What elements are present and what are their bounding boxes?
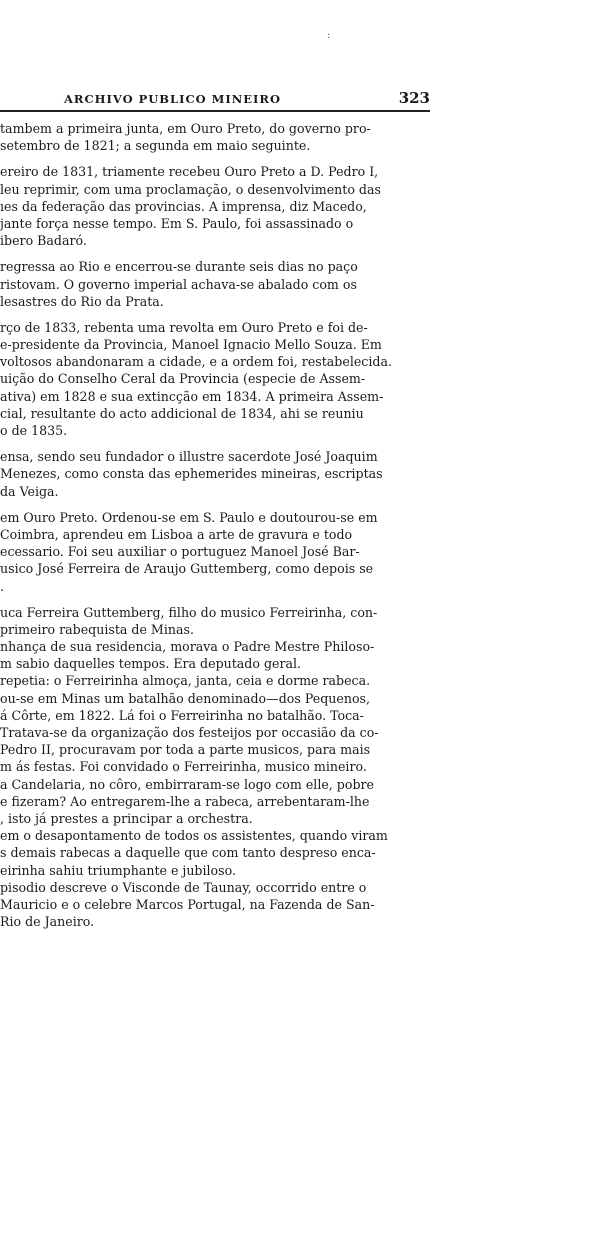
text-line: primeiro rabequista de Minas. [0, 621, 194, 637]
text-line: ibero Badaró. [0, 233, 87, 249]
text-line: repetia: o Ferreirinha almoça, janta, ceia e dorme rabeca. [0, 673, 371, 689]
text-line: s demais rabecas a daquelle que com tanto despreso enca- [0, 845, 376, 861]
paragraph [0, 319, 440, 439]
text-line: uição do Conselho Ceral da Provincia (especie de Assem- [0, 371, 366, 387]
text-line: , isto já prestes a principar a orchestra. [0, 810, 253, 826]
paragraph [0, 258, 440, 310]
text-line: cial, resultante do acto addicional de 1834, ahi se reuniu [0, 405, 364, 421]
text-line: ristovam. O governo imperial achava-se abalado com os [0, 276, 357, 292]
text-line: ıes da federação das provincias. A imprensa, diz Macedo, [0, 198, 367, 214]
text-line: m ás festas. Foi convidado o Ferreirinha, musico mineiro. [0, 759, 367, 775]
text-line: lesastres do Rio da Prata. [0, 293, 164, 309]
paragraph [0, 120, 440, 154]
text-line: rço de 1833, rebenta uma revolta em Ouro Preto e foi de- [0, 319, 368, 335]
text-line: pisodio descreve o Visconde de Taunay, occorrido entre o [0, 879, 367, 895]
text-line: Coimbra, aprendeu em Lisboa a arte de gravura e todo [0, 526, 353, 542]
text-line: Pedro II, procuravam por toda a parte musicos, para mais [0, 742, 371, 758]
text-line: eirinha sahiu triumphante e jubiloso. [0, 862, 236, 878]
paragraph [0, 448, 440, 500]
text-line: Menezes, como consta das ephemerides mineiras, escriptas [0, 466, 383, 482]
text-line: á Côrte, em 1822. Lá foi o Ferreirinha no batalhão. Toca- [0, 707, 364, 723]
text-line: ecessario. Foi seu auxiliar o portuguez Manoel José Bar- [0, 544, 360, 560]
text-line: m sabio daquelles tempos. Era deputado geral. [0, 656, 302, 672]
text-line: uca Ferreira Guttemberg, filho do musico Ferreirinha, con- [0, 604, 378, 620]
text-line: ensa, sendo seu fundador o illustre sacerdote José Joaquim [0, 449, 378, 465]
text-line: leu reprimir, com uma proclamação, o desenvolvimento das [0, 181, 381, 197]
paragraph [0, 604, 440, 931]
text-line: . [0, 578, 5, 594]
text-line: em Ouro Preto. Ordenou-se em S. Paulo e doutourou-se em [0, 509, 378, 525]
header-rule [0, 110, 430, 112]
text-line: tambem a primeira junta, em Ouro Preto, do governo pro- [0, 121, 371, 136]
text-line: Rio de Janeiro. [0, 914, 95, 930]
text-line: jante força nesse tempo. Em S. Paulo, foi assassinado o [0, 215, 354, 231]
page-number: 323 [398, 89, 430, 107]
running-title: ARCHIVO PUBLICO MINEIRO [64, 92, 281, 106]
text-line: nhança de sua residencia, morava o Padre Mestre Philoso- [0, 639, 375, 655]
text-line: a Candelaria, no côro, embirraram-se logo com elle, pobre [0, 776, 374, 792]
text-line: voltosos abandonaram a cidade, e a ordem foi, restabelecida. [0, 354, 392, 370]
text-line: ereiro de 1831, triamente recebeu Ouro Preto a D. Pedro I, [0, 164, 379, 180]
text-line: Tratava-se da organização dos festeijos por occasião da co- [0, 725, 379, 740]
text-line: setembro de 1821; a segunda em maio seguinte. [0, 138, 311, 154]
text-line: Mauricio e o celebre Marcos Portugal, na Fazenda de San- [0, 896, 375, 912]
text-line: ou-se em Minas um batalhão denominado—dos Pequenos, [0, 690, 370, 706]
paragraph [0, 509, 440, 595]
text-line: e fizeram? Ao entregarem-lhe a rabeca, arrebentaram-lhe [0, 793, 370, 809]
paragraph [0, 163, 440, 249]
body-text [0, 120, 440, 939]
text-line: em o desapontamento de todos os assistentes, quando viram [0, 828, 388, 844]
text-line: ativa) em 1828 e sua extincção em 1834. A primeira Assem- [0, 388, 384, 404]
page-speck: : [327, 30, 331, 41]
text-line: o de 1835. [0, 423, 68, 438]
text-line: regressa ao Rio e encerrou-se durante seis dias no paço [0, 259, 358, 275]
text-line: usico José Ferreira de Araujo Guttemberg, como depois se [0, 561, 374, 577]
text-line: da Veiga. [0, 483, 59, 499]
text-line: e-presidente da Provincia, Manoel Ignacio Mello Souza. Em [0, 337, 382, 353]
